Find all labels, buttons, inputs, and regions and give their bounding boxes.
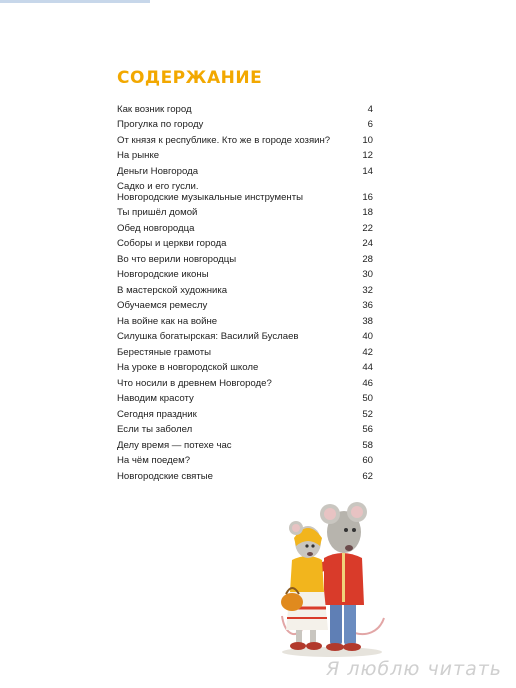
toc-entry-page: 50 [362,393,373,404]
toc-entry[interactable] [117,404,373,420]
toc-entry[interactable] [117,161,373,177]
toc-entry-page: 38 [362,315,373,327]
toc-entry-title: Делу время — потехе час [117,439,232,451]
toc-entry-title: Обед новгородца [117,222,195,234]
toc-entry-page: 46 [362,377,373,389]
table-of-contents [117,99,373,482]
toc-entry[interactable] [117,234,373,250]
toc-entry-page: 24 [362,238,373,249]
toc-entry-title: Берестяные грамоты [117,346,212,358]
toc-entry[interactable] [117,389,373,405]
toc-entry-title: Сегодня праздник [117,408,197,420]
toc-entry-page: 44 [362,362,373,373]
toc-entry[interactable] [117,177,373,203]
toc-entry-title: Во что верили новгородцы [117,253,237,265]
toc-entry-title: Силушка богатырская: Василий Буслаев [117,331,299,342]
toc-entry-page: 56 [362,424,373,435]
toc-entry-title: Как возник город [117,103,192,115]
toc-entry-page: 30 [362,269,373,280]
toc-entry[interactable] [117,146,373,162]
toc-entry[interactable] [117,358,373,374]
toc-entry-title: От князя к республике. Кто же в городе хозяин? [117,134,331,146]
toc-entry-title-line1: Садко и его гусли. [117,180,199,192]
toc-entry-title: Если ты заболел [117,424,193,435]
watermark: Я люблю читать [326,658,502,680]
toc-entry-page: 16 [362,191,373,203]
toc-entry-title: На войне как на войне [117,315,218,327]
toc-entry-title: На рынке [117,150,160,161]
toc-entry-title-line2: Новгородские музыкальные инструменты [117,191,304,203]
toc-entry-title [117,181,303,203]
toc-entry-page: 18 [362,207,373,218]
toc-entry-page: 40 [362,331,373,342]
page-title: СОДЕРЖАНИЕ [117,68,263,88]
toc-entry-page: 52 [362,408,373,420]
toc-entry-title: Обучаемся ремеслу [117,300,208,311]
toc-entry-title: Новгородские святые [117,470,214,482]
toc-entry[interactable] [117,420,373,436]
toc-entry-page: 6 [367,119,373,130]
toc-entry[interactable] [117,327,373,343]
toc-entry[interactable] [117,249,373,265]
toc-entry[interactable] [117,466,373,482]
mice-illustration [272,490,392,660]
toc-entry-page: 36 [362,300,373,311]
toc-entry-page: 32 [362,284,373,296]
toc-entry-page: 28 [362,253,373,265]
toc-entry[interactable] [117,203,373,219]
toc-entry-title: Деньги Новгорода [117,165,199,177]
toc-entry-title: Наводим красоту [117,393,194,404]
toc-entry[interactable] [117,280,373,296]
toc-entry[interactable] [117,296,373,312]
toc-entry[interactable] [117,435,373,451]
toc-entry-page: 14 [362,165,373,177]
toc-entry[interactable] [117,115,373,131]
toc-entry-page: 42 [362,346,373,358]
toc-entry[interactable] [117,265,373,281]
toc-entry-title: В мастерской художника [117,284,228,296]
toc-entry[interactable] [117,130,373,146]
toc-entry-page: 22 [362,222,373,234]
toc-entry-title: Ты пришёл домой [117,207,198,218]
toc-entry-title: На чём поедем? [117,455,191,466]
toc-entry-page: 4 [367,103,373,115]
toc-entry[interactable] [117,99,373,115]
toc-entry-title: На уроке в новгородской школе [117,362,259,373]
toc-entry-page: 60 [362,455,373,466]
toc-entry-title: Соборы и церкви города [117,238,227,249]
toc-entry[interactable] [117,342,373,358]
toc-entry[interactable] [117,311,373,327]
toc-entry-page: 10 [362,134,373,146]
page-top-edge [0,0,150,3]
toc-entry-title: Прогулка по городу [117,119,204,130]
toc-entry[interactable] [117,218,373,234]
toc-entry-title: Новгородские иконы [117,269,209,280]
toc-entry-page: 62 [362,470,373,482]
toc-entry-title: Что носили в древнем Новгороде? [117,377,272,389]
toc-entry[interactable] [117,373,373,389]
toc-entry[interactable] [117,451,373,467]
toc-entry-page: 12 [362,150,373,161]
toc-entry-page: 58 [362,439,373,451]
